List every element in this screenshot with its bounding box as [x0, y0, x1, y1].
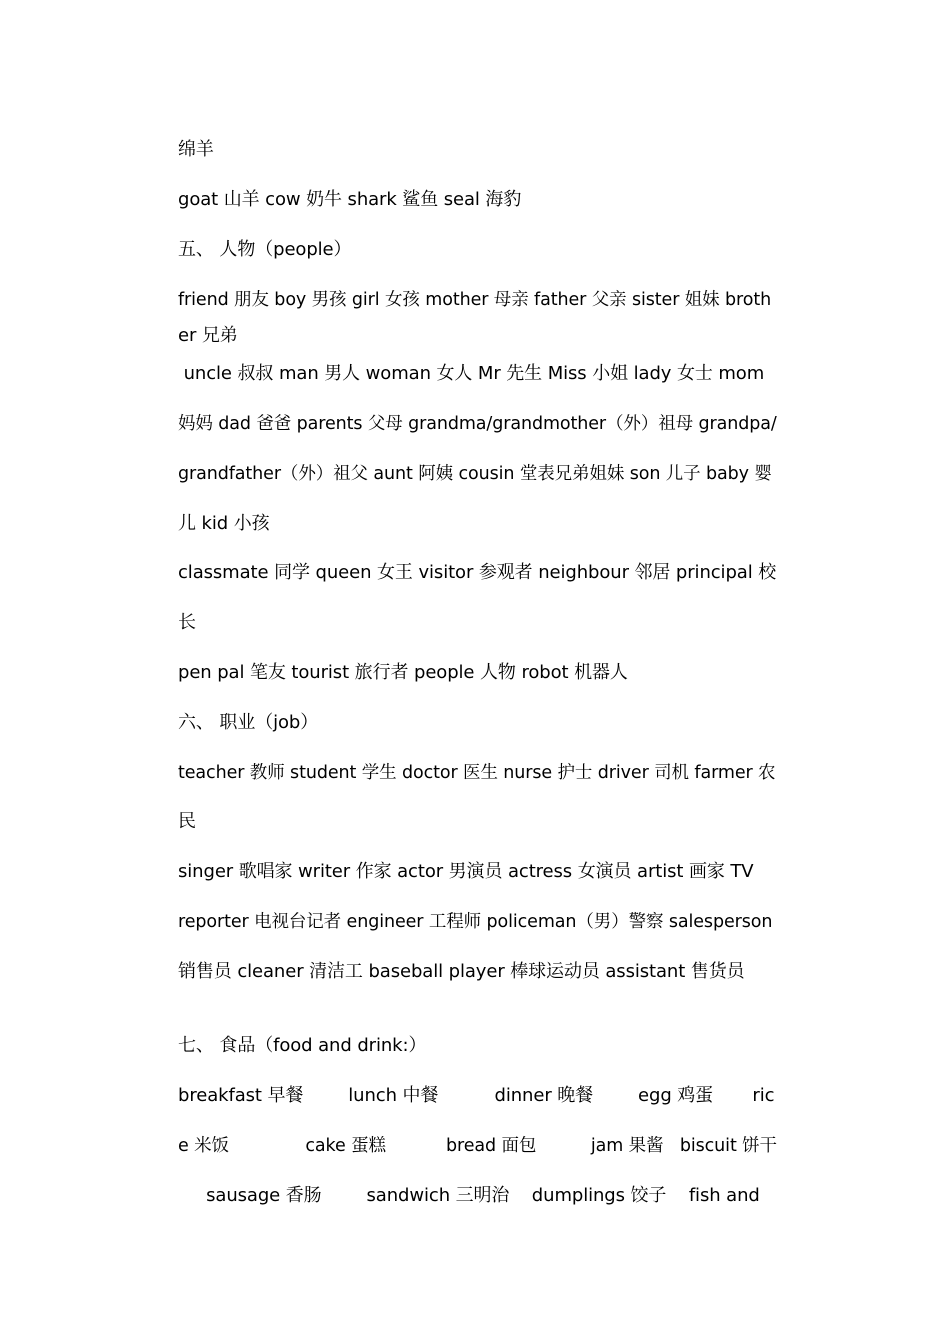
section-heading: 六、 职业（job）: [178, 712, 319, 733]
text-line: sausage 香肠 sandwich 三明治 dumplings 饺子 fish and: [178, 1185, 760, 1206]
text-line: e 米饭 cake 蛋糕 bread 面包 jam 果酱 biscuit 饼干: [178, 1136, 777, 1156]
text-line: pen pal 笔友 tourist 旅行者 people 人物 robot 机器人: [178, 662, 628, 683]
section-heading: 七、 食品（food and drink:）: [178, 1035, 427, 1056]
text-line: singer 歌唱家 writer 作家 actor 男演员 actress 女演员 artist 画家 TV: [178, 861, 754, 882]
text-line: classmate 同学 queen 女王 visitor 参观者 neighbour 邻居 principal 校: [178, 562, 777, 583]
text-line: reporter 电视台记者 engineer 工程师 policeman（男）警察 salesperson: [178, 912, 773, 932]
text-line: 儿 kid 小孩: [178, 513, 270, 534]
text-line: 妈妈 dad 爸爸 parents 父母 grandma/grandmother（外）祖母 grandpa/: [178, 414, 777, 434]
text-line: uncle 叔叔 man 男人 woman 女人 Mr 先生 Miss 小姐 lady 女士 mom: [178, 363, 765, 384]
text-line: goat 山羊 cow 奶牛 shark 鲨鱼 seal 海豹: [178, 189, 522, 210]
text-line: friend 朋友 boy 男孩 girl 女孩 mother 母亲 father 父亲 sister 姐妹 broth: [178, 290, 772, 310]
section-heading: 五、 人物（people）: [178, 239, 352, 260]
text-line: grandfather（外）祖父 aunt 阿姨 cousin 堂表兄弟姐妹 son 儿子 baby 婴: [178, 464, 772, 484]
text-line: teacher 教师 student 学生 doctor 医生 nurse 护士 driver 司机 farmer 农: [178, 763, 776, 783]
text-line: 绵羊: [178, 139, 214, 160]
text-line: breakfast 早餐 lunch 中餐 dinner 晚餐 egg 鸡蛋 ric: [178, 1085, 775, 1106]
text-line: 长: [178, 612, 196, 633]
text-line: er 兄弟: [178, 325, 238, 346]
text-line: 民: [178, 811, 196, 832]
text-line: 销售员 cleaner 清洁工 baseball player 棒球运动员 assistant 售货员: [178, 961, 745, 982]
